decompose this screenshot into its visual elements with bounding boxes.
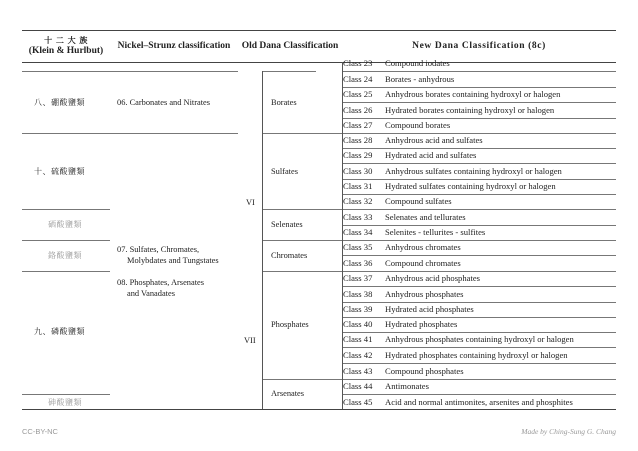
class-name: Anhydrous chromates [385, 242, 461, 252]
strunz-06: 06. Carbonates and Nitrates [117, 98, 211, 107]
strunz-08 [117, 277, 204, 299]
old-dana-phosphates: Phosphates [271, 320, 309, 329]
dana-roman-vii: VII [244, 336, 256, 345]
class-name: Antimonates [385, 381, 429, 391]
class-number: Class 25 [343, 89, 373, 99]
class-name: Anhydrous sulfates containing hydroxyl or halogen [385, 166, 562, 176]
class-number: Class 26 [343, 105, 373, 115]
class-name: Hydrated acid phosphates [385, 304, 474, 314]
old-dana-arsenates: Arsenates [271, 389, 305, 398]
header-new-dana: New Dana Classification (8c) [412, 40, 546, 51]
class-name: Anhydrous borates containing hydroxyl or halogen [385, 89, 561, 99]
header-klein-cjk: 十 二 大 族 [44, 36, 88, 45]
class-name: Hydrated phosphates [385, 319, 458, 329]
header-strunz: Nickel–Strunz classification [117, 40, 231, 51]
class-name: Anhydrous acid phosphates [385, 273, 480, 283]
strunz-07-line2: Molybdates and Tungstates [127, 256, 219, 265]
class-name: Acid and normal antimonites, arsenites and phosphites [385, 397, 573, 407]
klein-arsenates: 砷酸鹽類 [48, 398, 82, 407]
strunz-08-line2: and Vanadates [127, 289, 175, 298]
class-name: Anhydrous phosphates [385, 289, 464, 299]
strunz-07 [117, 244, 219, 266]
klein-selenates: 硒酸鹽類 [48, 220, 82, 229]
klein-sulfates: 十、硫酸鹽類 [34, 167, 85, 176]
old-dana-sulfates: Sulfates [271, 167, 298, 176]
footer-license: CC-BY-NC [22, 427, 58, 436]
class-number: Class 33 [343, 212, 373, 222]
class-name: Compound borates [385, 120, 451, 130]
klein-chromates: 鉻酸鹽類 [48, 251, 82, 260]
table-top-rule [22, 30, 616, 31]
strunz-08-line1: 08. Phosphates, Arsenates [117, 278, 204, 287]
class-number: Class 32 [343, 196, 373, 206]
class-number: Class 24 [343, 74, 373, 84]
class-name: Selenates and tellurates [385, 212, 466, 222]
strunz-07-line1: 07. Sulfates, Chromates, [117, 245, 200, 254]
class-number: Class 23 [343, 58, 373, 68]
class-name: Hydrated borates containing hydroxyl or halogen [385, 105, 555, 115]
table-bottom-rule [22, 409, 616, 410]
class-number: Class 34 [343, 227, 373, 237]
class-name: Anhydrous acid and sulfates [385, 135, 483, 145]
klein-phosphates: 九、磷酸鹽類 [34, 327, 85, 336]
dana-roman-vi: VI [246, 198, 255, 207]
class-number: Class 36 [343, 258, 373, 268]
vline-roman-col [262, 71, 263, 409]
header-klein [22, 30, 110, 62]
header-old-dana: Old Dana Classification [241, 40, 339, 51]
old-dana-selenates: Selenates [271, 220, 303, 229]
class-name: Hydrated acid and sulfates [385, 150, 477, 160]
class-name: Compound iodates [385, 58, 450, 68]
class-name: Borates - anhydrous [385, 74, 455, 84]
class-name: Compound chromates [385, 258, 461, 268]
header-bottom-rule [22, 62, 616, 63]
klein-borates: 八、硼酸鹽類 [34, 98, 85, 107]
class-number: Class 28 [343, 135, 373, 145]
old-dana-borates: Borates [271, 98, 297, 107]
class-number: Class 38 [343, 289, 373, 299]
class-number: Class 40 [343, 319, 373, 329]
class-number: Class 44 [343, 381, 373, 391]
class-number: Class 30 [343, 166, 373, 176]
class-number: Class 37 [343, 273, 373, 283]
class-name: Compound phosphates [385, 366, 464, 376]
class-number: Class 45 [343, 397, 373, 407]
class-number: Class 35 [343, 242, 373, 252]
class-number: Class 42 [343, 350, 373, 360]
class-number: Class 43 [343, 366, 373, 376]
footer-credit: Made by Ching-Sung G. Chang [521, 427, 616, 436]
class-name: Compound sulfates [385, 196, 452, 206]
header-klein-latin: (Klein & Hurlbut) [28, 46, 104, 56]
class-name: Hydrated phosphates containing hydroxyl or halogen [385, 350, 568, 360]
class-name: Anhydrous phosphates containing hydroxyl or halogen [385, 334, 574, 344]
class-number: Class 39 [343, 304, 373, 314]
class-number: Class 41 [343, 334, 373, 344]
old-dana-chromates: Chromates [271, 251, 308, 260]
class-number: Class 29 [343, 150, 373, 160]
class-number: Class 31 [343, 181, 373, 191]
class-name: Selenites - tellurites - sulfites [385, 227, 486, 237]
class-name: Hydrated sulfates containing hydroxyl or halogen [385, 181, 556, 191]
class-number: Class 27 [343, 120, 373, 130]
